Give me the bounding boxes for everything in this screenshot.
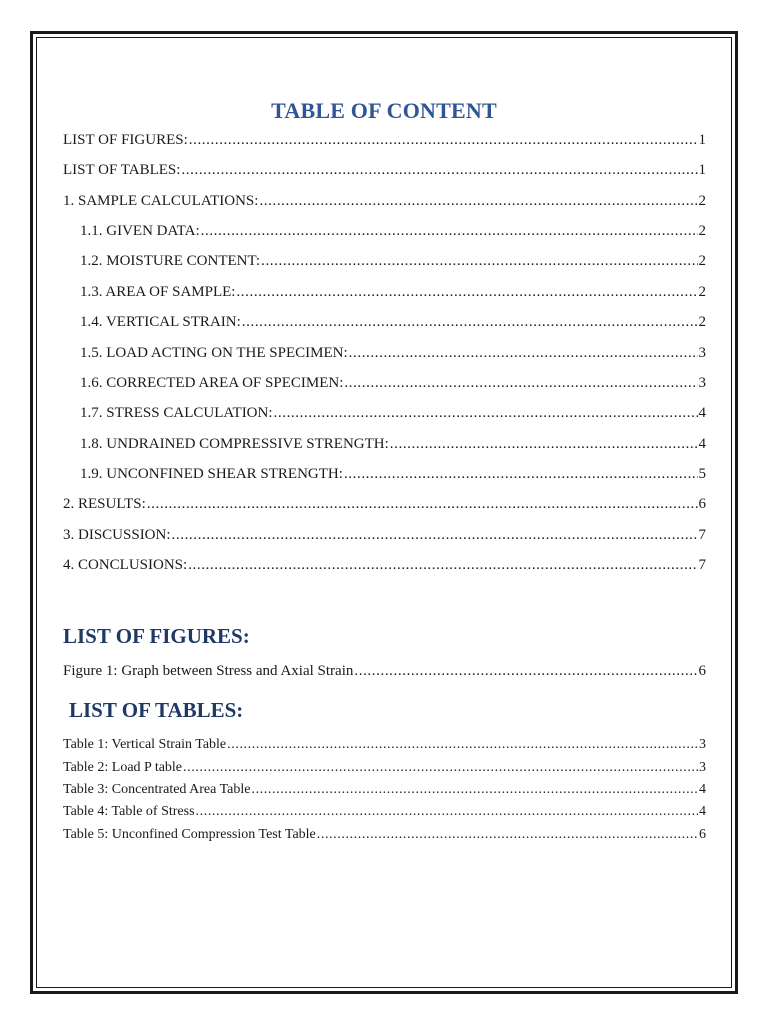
figure-entry-page: 6 (698, 663, 706, 679)
toc-entry-page: 6 (698, 496, 706, 512)
toc-entry-page: 1 (698, 162, 706, 178)
table-entry-page: 4 (699, 782, 706, 797)
leader-dots (390, 435, 698, 453)
toc-entry-page: 3 (698, 345, 706, 361)
toc-entry-page: 2 (698, 193, 706, 209)
toc-entry-label: LIST OF FIGURES: (63, 132, 188, 148)
toc-entry-page: 7 (698, 557, 706, 573)
table-entry-page: 6 (699, 827, 706, 842)
leader-dots (181, 161, 697, 179)
toc-entry-label: 1.1. GIVEN DATA: (80, 223, 200, 239)
toc-entry-page: 2 (698, 314, 706, 330)
leader-dots (274, 404, 698, 422)
toc-entry-label: 2. RESULTS: (63, 496, 146, 512)
list-of-tables-heading: LIST OF TABLES: (69, 698, 244, 722)
toc-entry-label: 1.6. CORRECTED AREA OF SPECIMEN: (80, 375, 344, 391)
toc-entry-page: 2 (698, 284, 706, 300)
leader-dots (189, 131, 698, 149)
toc-entry-page: 3 (698, 375, 706, 391)
toc-entry-label: 1.4. VERTICAL STRAIN: (80, 314, 241, 330)
leader-dots (317, 826, 698, 843)
toc-entry-label: 1. SAMPLE CALCULATIONS: (63, 193, 259, 209)
toc-entry-page: 2 (698, 223, 706, 239)
table-entry-label: Table 2: Load P table (63, 760, 183, 775)
toc-entry-page: 4 (698, 436, 706, 452)
toc-entry-label: 4. CONCLUSIONS: (63, 557, 188, 573)
leader-dots (172, 526, 698, 544)
leader-dots (349, 344, 698, 362)
toc-entry-label: 1.5. LOAD ACTING ON THE SPECIMEN: (80, 345, 348, 361)
toc-entry-label: 1.3. AREA OF SAMPLE: (80, 284, 236, 300)
leader-dots (196, 803, 698, 820)
leader-dots (261, 252, 697, 270)
table-entry-label: Table 5: Unconfined Compression Test Table (63, 827, 316, 842)
toc-entry-label: 1.7. STRESS CALCULATION: (80, 405, 273, 421)
toc-entry-label: 1.2. MOISTURE CONTENT: (80, 253, 261, 269)
leader-dots (147, 495, 698, 513)
table-entry-label: Table 4: Table of Stress (63, 804, 195, 819)
table-entry-label: Table 3: Concentrated Area Table (63, 782, 251, 797)
leader-dots (344, 465, 698, 483)
toc-entry-label: LIST OF TABLES: (63, 162, 181, 178)
leader-dots (201, 222, 698, 240)
leader-dots (227, 736, 698, 753)
leader-dots (236, 283, 697, 301)
toc-entry-label: 1.8. UNDRAINED COMPRESSIVE STRENGTH: (80, 436, 389, 452)
leader-dots (259, 192, 697, 210)
toc-entry-page: 4 (698, 405, 706, 421)
toc-entry-label: 3. DISCUSSION: (63, 527, 171, 543)
toc-entry-label: 1.9. UNCONFINED SHEAR STRENGTH: (80, 466, 343, 482)
table-entry-page: 4 (699, 804, 706, 819)
leader-dots (188, 556, 697, 574)
toc-title: TABLE OF CONTENT (271, 98, 497, 123)
table-entry-label: Table 1: Vertical Strain Table (63, 737, 227, 752)
leader-dots (251, 781, 698, 798)
list-of-figures-heading: LIST OF FIGURES: (63, 624, 250, 648)
table-entry-page: 3 (699, 760, 706, 775)
toc-entry-page: 5 (698, 466, 706, 482)
toc-entry-page: 1 (698, 132, 706, 148)
figure-entry-label: Figure 1: Graph between Stress and Axial Strain (63, 663, 354, 679)
leader-dots (242, 313, 698, 331)
leader-dots (344, 374, 697, 392)
table-entry-page: 3 (699, 737, 706, 752)
toc-entry-page: 2 (698, 253, 706, 269)
leader-dots (183, 759, 698, 776)
leader-dots (354, 662, 697, 680)
toc-entry-page: 7 (698, 527, 706, 543)
